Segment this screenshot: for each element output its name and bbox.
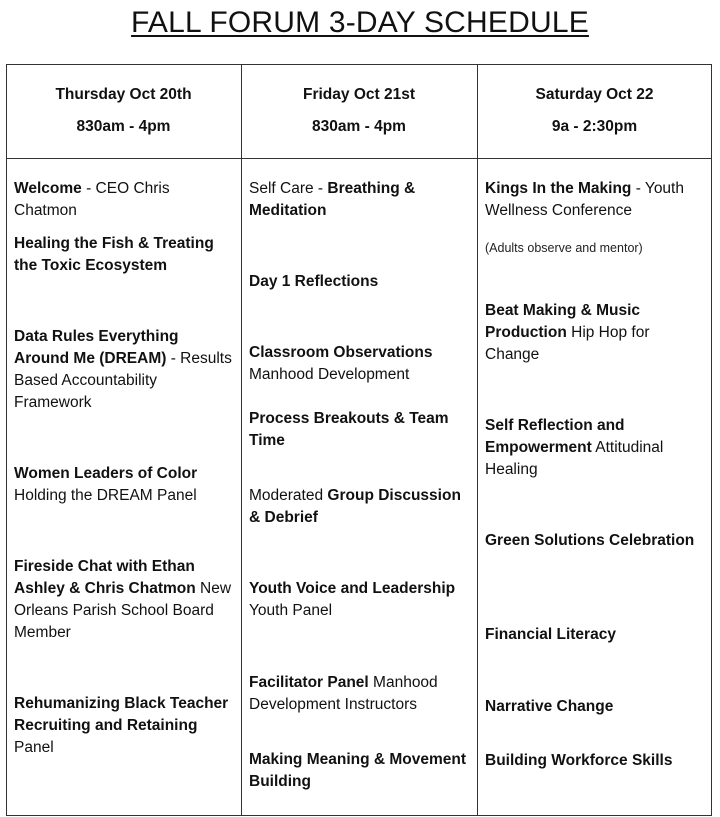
time-label: 830am - 4pm [76, 118, 171, 135]
schedule-item: Kings In the Making - Youth Wellness Conference [485, 180, 684, 219]
header-divider [6, 158, 712, 159]
schedule-item: Day 1 Reflections [249, 273, 379, 290]
schedule-item: Youth Voice and Leadership Youth Panel [249, 580, 456, 619]
schedule-item: Narrative Change [485, 698, 614, 715]
schedule-item: Green Solutions Celebration [485, 532, 695, 549]
day-label: Friday Oct 21st [303, 86, 415, 103]
page-title: FALL FORUM 3-DAY SCHEDULE [131, 6, 589, 39]
schedule-item: Healing the Fish & Treating the Toxic Ecosystem [14, 235, 214, 274]
day-label: Saturday Oct 22 [535, 86, 654, 103]
schedule-item: Process Breakouts & Team Time [249, 410, 449, 449]
column-divider [241, 64, 242, 816]
schedule-item: Making Meaning & Movement Building [249, 751, 467, 790]
schedule-item: Beat Making & Music Production Hip Hop for Change [485, 302, 650, 363]
schedule-item: Rehumanizing Black Teacher Recruiting and Retaining Panel [14, 695, 229, 756]
thursday-header [6, 64, 241, 158]
schedule-item: Building Workforce Skills [485, 752, 673, 769]
day-label: Thursday Oct 20th [55, 86, 192, 103]
schedule-item: Women Leaders of Color Holding the DREAM Panel [14, 465, 198, 504]
friday-header [241, 64, 477, 158]
schedule-item: Welcome - CEO Chris Chatmon [14, 180, 170, 219]
column-divider [477, 64, 478, 816]
schedule-item: Moderated Group Discussion & Debrief [249, 487, 461, 526]
schedule-note: (Adults observe and mentor) [485, 241, 643, 255]
schedule-item: Data Rules Everything Around Me (DREAM) - Results Based Accountability Framework [14, 328, 232, 411]
time-label: 830am - 4pm [312, 118, 406, 135]
schedule-item: Self Care - Breathing & Meditation [249, 180, 416, 219]
schedule-item: Facilitator Panel Manhood Development Instructors [249, 674, 438, 713]
schedule-item: Fireside Chat with Ethan Ashley & Chris Chatmon New Orleans Parish School Board Member [14, 558, 232, 641]
time-label: 9a - 2:30pm [551, 118, 638, 135]
schedule-item: Self Reflection and Empowerment Attitudinal Healing [485, 417, 664, 478]
saturday-header [477, 64, 712, 158]
schedule-item: Classroom Observations Manhood Development [249, 344, 433, 383]
schedule-item: Financial Literacy [485, 626, 616, 643]
